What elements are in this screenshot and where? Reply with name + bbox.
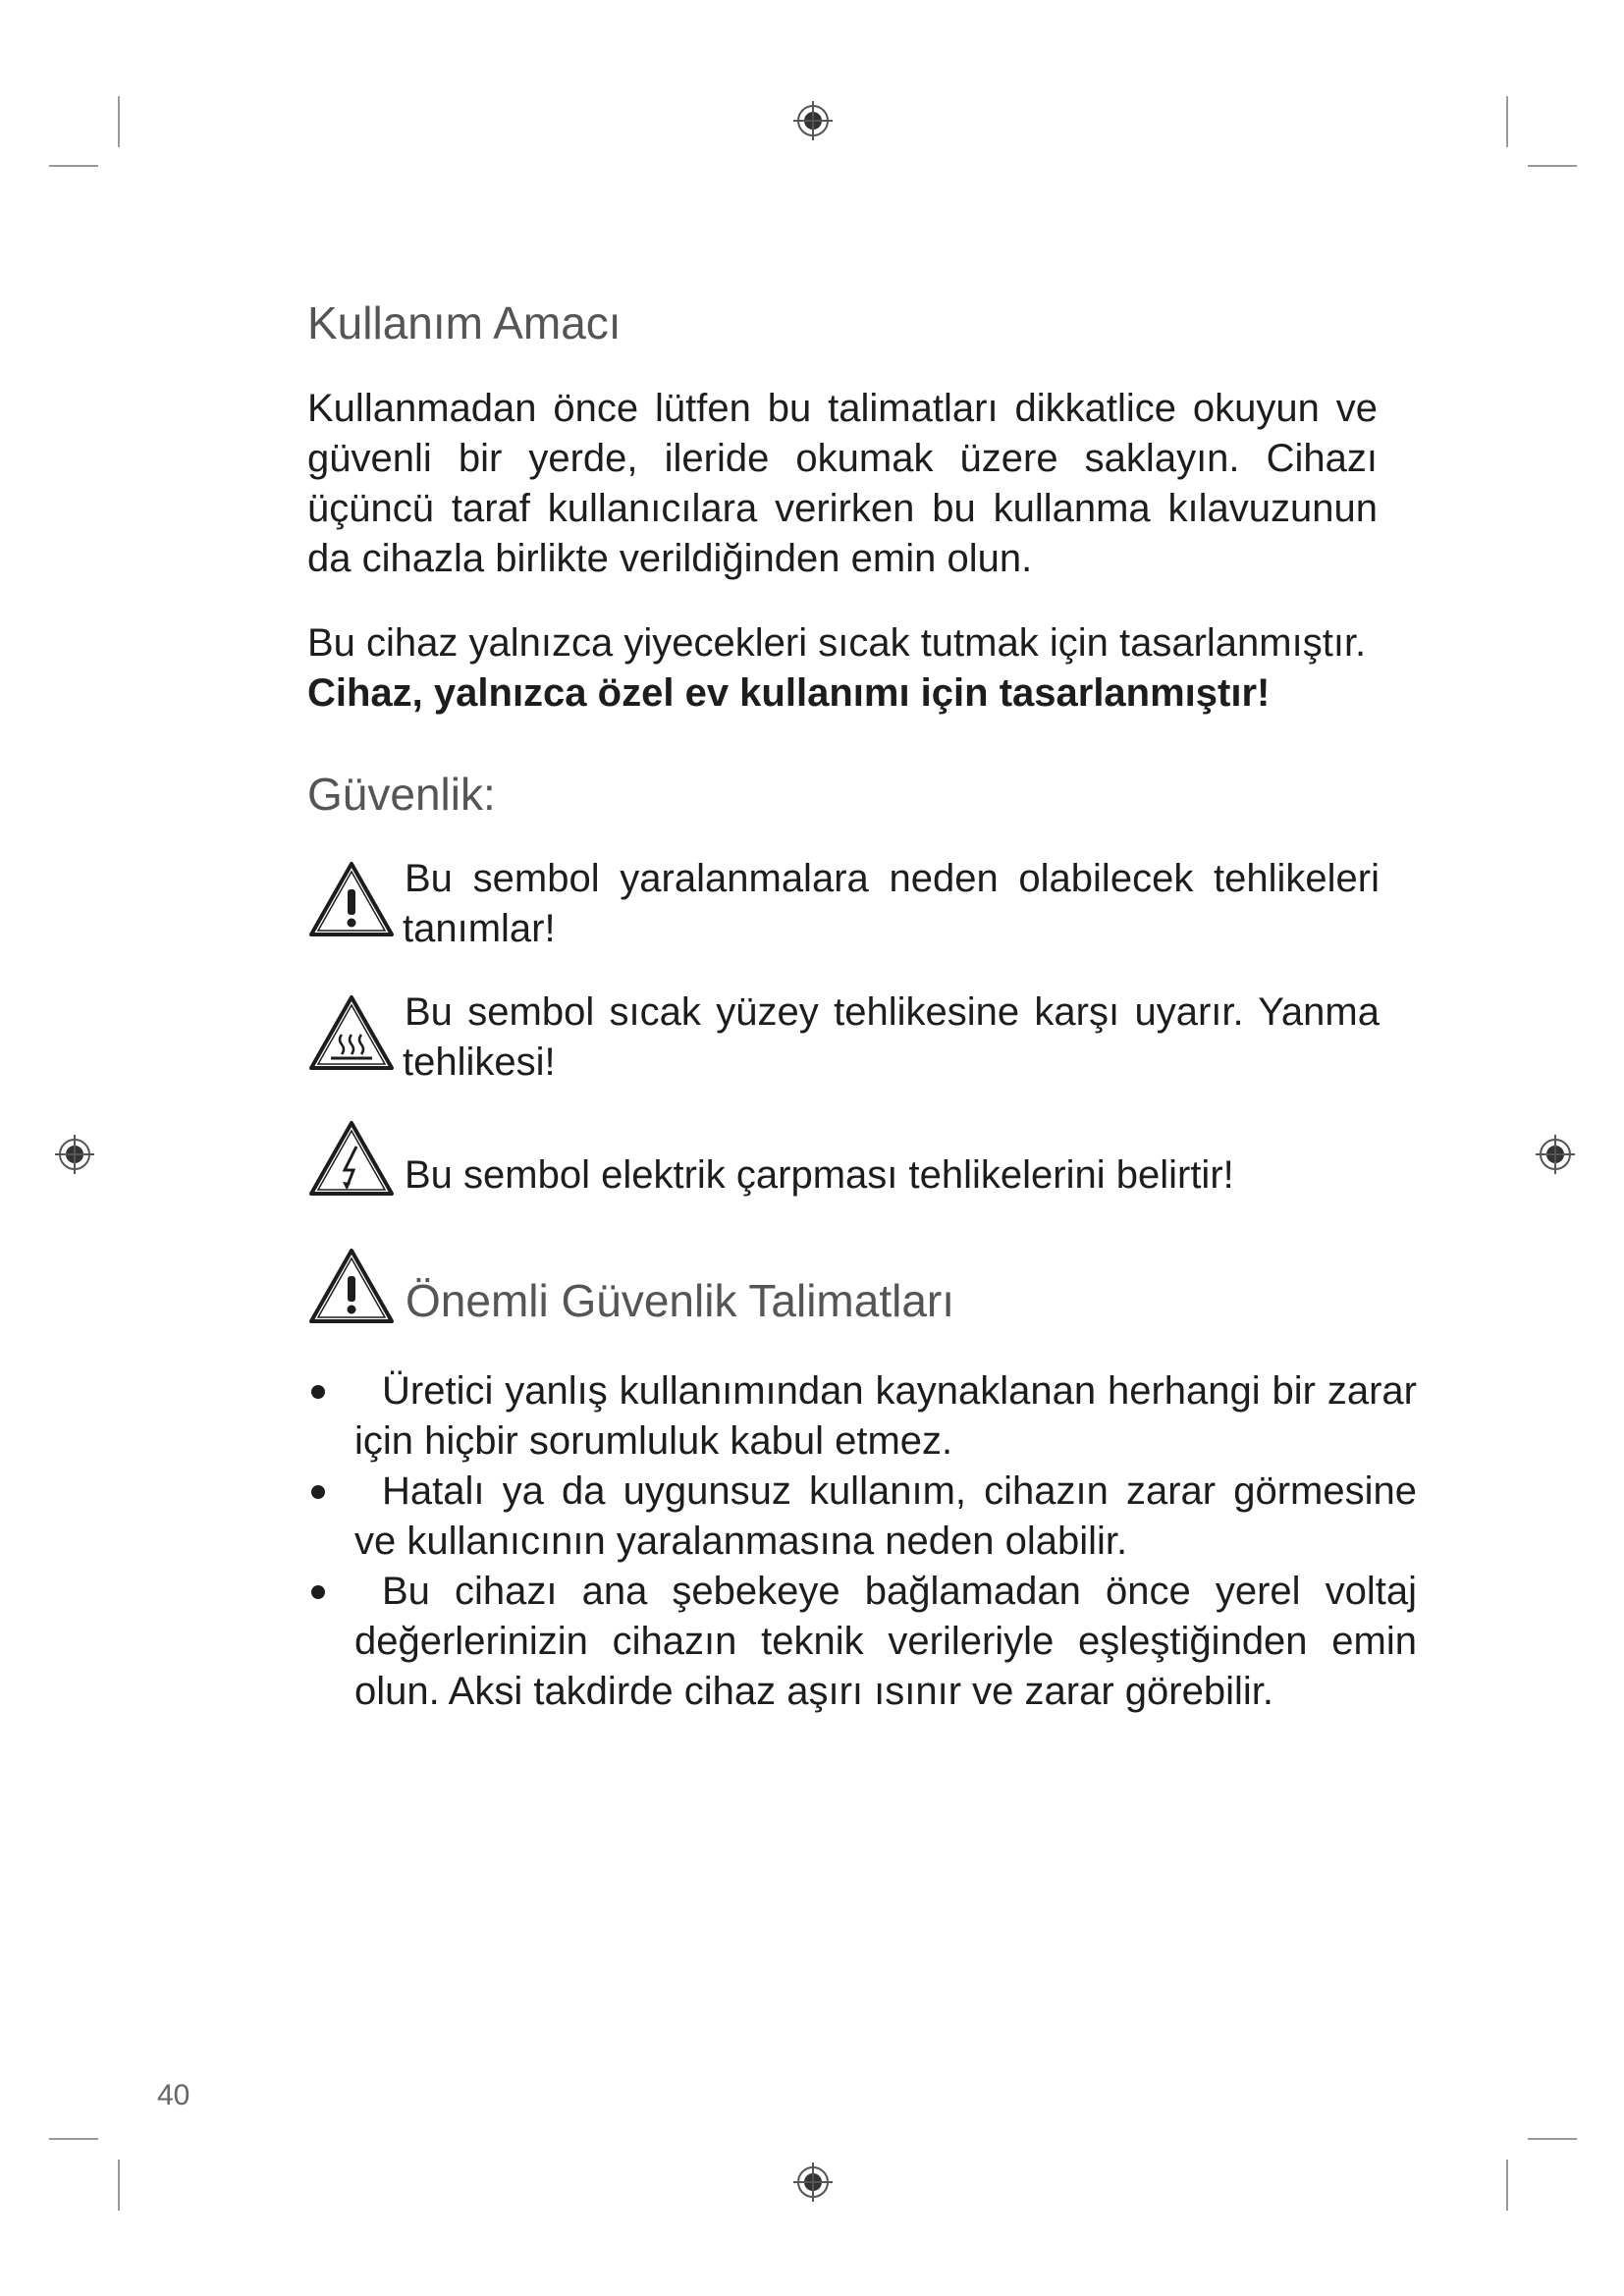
warning-exclamation-icon bbox=[307, 1247, 396, 1325]
registration-mark-icon bbox=[792, 2162, 834, 2203]
list-item bbox=[307, 1567, 1417, 1717]
purpose-text: Bu cihaz yalnızca yiyecekleri sıcak tutmak için tasarlanmıştır. bbox=[307, 621, 1367, 665]
bullet-icon bbox=[311, 1585, 325, 1599]
registration-mark-icon bbox=[792, 100, 834, 141]
purpose-bold-text: Cihaz, yalnızca özel ev kullanımı için tasarlanmıştır! bbox=[307, 671, 1271, 715]
warning-exclamation-icon bbox=[307, 860, 396, 938]
safety-instructions-list bbox=[307, 1366, 1417, 1717]
crop-mark bbox=[1528, 165, 1577, 167]
page-number: 40 bbox=[157, 2079, 190, 2111]
crop-mark bbox=[1506, 96, 1508, 147]
electric-shock-icon bbox=[307, 1119, 396, 1198]
crop-mark bbox=[118, 96, 120, 147]
bullet-icon bbox=[311, 1485, 325, 1499]
list-item bbox=[307, 1366, 1417, 1467]
list-item bbox=[307, 1467, 1417, 1567]
symbol-description-warning: Bu sembol yaralanmalara neden olabilecek tehlikeleri tanımlar! bbox=[403, 857, 1380, 950]
crop-mark bbox=[1506, 2160, 1508, 2211]
crop-mark bbox=[49, 165, 98, 167]
hot-surface-icon bbox=[307, 993, 396, 1072]
bullet-icon bbox=[311, 1385, 325, 1399]
registration-mark-icon bbox=[1535, 1134, 1576, 1175]
section-title-important-safety: Önemli Güvenlik Talimatları bbox=[406, 1275, 955, 1326]
crop-mark bbox=[49, 2138, 98, 2140]
intended-use-purpose bbox=[307, 618, 1378, 719]
crop-mark bbox=[118, 2160, 120, 2211]
list-item-text: Hatalı ya da uygunsuz kullanım, cihazın zarar görmesine ve kullanıcının yaralanmasına neden olabilir. bbox=[354, 1469, 1417, 1563]
section-title-intended-use: Kullanım Amacı bbox=[307, 297, 622, 348]
registration-mark-icon bbox=[54, 1134, 95, 1175]
list-item-text: Üretici yanlış kullanımından kaynaklanan herhangi bir zarar için hiçbir sorumluluk kabul etmez. bbox=[354, 1369, 1417, 1463]
section-title-safety: Güvenlik: bbox=[307, 769, 496, 820]
crop-mark bbox=[1528, 2138, 1577, 2140]
symbol-description-hot-surface: Bu sembol sıcak yüzey tehlikesine karşı uyarır. Yanma tehlikesi! bbox=[403, 990, 1380, 1084]
intended-use-paragraph: Kullanmadan önce lütfen bu talimatları dikkatlice okuyun ve güvenli bir yerde, ileride okumak üzere saklayın. Cihazı üçüncü taraf kullanıcılara verirken bu kullanma kılavuzunun da cihazla birlikte verildiğinden emin olun. bbox=[307, 387, 1378, 580]
list-item-text: Bu cihazı ana şebekeye bağlamadan önce yerel voltaj değerlerinizin cihazın teknik verileriyle eşleştiğinden emin olun. Aksi takdirde cihaz aşırı ısınır ve zarar görebilir. bbox=[354, 1570, 1417, 1713]
symbol-description-electric: Bu sembol elektrik çarpması tehlikelerini belirtir! bbox=[405, 1153, 1234, 1197]
